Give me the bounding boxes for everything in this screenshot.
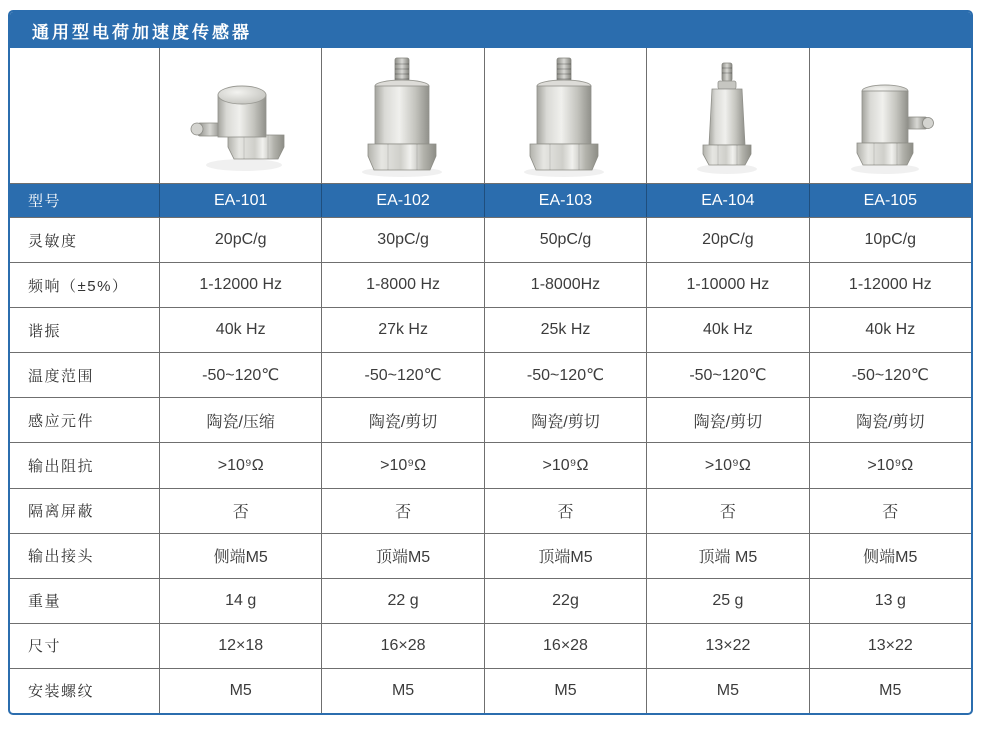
model-header-row xyxy=(10,183,971,217)
spec-value: 13 g xyxy=(809,579,971,623)
spec-value: -50~120℃ xyxy=(809,353,971,397)
spec-label-frequency-response: 频响（±5%） xyxy=(28,277,129,295)
spec-value: 陶瓷/剪切 xyxy=(484,398,646,442)
spec-value: 陶瓷/剪切 xyxy=(646,398,808,442)
spec-value: 1-8000Hz xyxy=(484,263,646,307)
model-row-label: 型号 xyxy=(28,193,62,210)
spec-row-mounting-thread xyxy=(10,668,971,713)
page-title: 通用型电荷加速度传感器 xyxy=(32,22,252,42)
model-ea-102: EA-102 xyxy=(321,184,483,217)
spec-value: 顶端M5 xyxy=(321,534,483,578)
spec-label-isolation-shield: 隔离屏蔽 xyxy=(28,503,95,521)
product-photo-ea-102 xyxy=(321,48,483,183)
spec-value: M5 xyxy=(484,669,646,713)
title-bar xyxy=(10,12,971,48)
model-ea-101: EA-101 xyxy=(159,184,321,217)
spec-label-output-impedance: 输出阻抗 xyxy=(28,458,95,476)
spec-value: >10⁹Ω xyxy=(159,443,321,487)
spec-value: 顶端M5 xyxy=(484,534,646,578)
spec-label-mounting-thread: 安装螺纹 xyxy=(28,683,95,701)
spec-value: 侧端M5 xyxy=(809,534,971,578)
product-photo-ea-104 xyxy=(646,48,808,183)
spec-value: 16×28 xyxy=(484,624,646,668)
spec-value: 22g xyxy=(484,579,646,623)
spec-value: 10pC/g xyxy=(809,218,971,262)
spec-value: >10⁹Ω xyxy=(484,443,646,487)
spec-value: -50~120℃ xyxy=(321,353,483,397)
spec-row-isolation-shield xyxy=(10,488,971,533)
spec-sheet xyxy=(8,10,973,715)
spec-value: -50~120℃ xyxy=(646,353,808,397)
spec-value: -50~120℃ xyxy=(159,353,321,397)
image-row-label-cell xyxy=(10,48,159,183)
spec-value: 16×28 xyxy=(321,624,483,668)
spec-value: 1-12000 Hz xyxy=(159,263,321,307)
spec-value: 25k Hz xyxy=(484,308,646,352)
spec-value: M5 xyxy=(159,669,321,713)
sensor-top-stud-icon xyxy=(340,52,466,180)
spec-value: 20pC/g xyxy=(646,218,808,262)
spec-value: 1-8000 Hz xyxy=(321,263,483,307)
product-image-row xyxy=(10,48,971,183)
spec-value: 陶瓷/剪切 xyxy=(809,398,971,442)
spec-value: 27k Hz xyxy=(321,308,483,352)
product-photo-ea-103 xyxy=(484,48,646,183)
spec-value: 13×22 xyxy=(646,624,808,668)
spec-row-frequency-response xyxy=(10,262,971,307)
spec-value: 50pC/g xyxy=(484,218,646,262)
spec-value: 22 g xyxy=(321,579,483,623)
spec-row-temperature-range xyxy=(10,352,971,397)
spec-value: 14 g xyxy=(159,579,321,623)
spec-value: 否 xyxy=(159,489,321,533)
spec-row-sensing-element xyxy=(10,397,971,442)
spec-value: M5 xyxy=(646,669,808,713)
product-photo-ea-101 xyxy=(159,48,321,183)
model-ea-104: EA-104 xyxy=(646,184,808,217)
spec-value: 侧端M5 xyxy=(159,534,321,578)
sensor-side-connector-right-icon xyxy=(827,55,953,177)
spec-value: -50~120℃ xyxy=(484,353,646,397)
spec-value: 否 xyxy=(321,489,483,533)
spec-value: 40k Hz xyxy=(809,308,971,352)
spec-value: 1-10000 Hz xyxy=(646,263,808,307)
spec-label-sensitivity: 灵敏度 xyxy=(28,232,78,250)
spec-value: 陶瓷/剪切 xyxy=(321,398,483,442)
spec-value: 20pC/g xyxy=(159,218,321,262)
spec-value: 否 xyxy=(809,489,971,533)
spec-row-output-impedance xyxy=(10,442,971,487)
sensor-top-stud-slim-icon xyxy=(665,55,791,177)
spec-value: 否 xyxy=(484,489,646,533)
model-ea-103: EA-103 xyxy=(484,184,646,217)
spec-label-weight: 重量 xyxy=(28,593,62,611)
spec-value: 否 xyxy=(646,489,808,533)
model-ea-105: EA-105 xyxy=(809,184,971,217)
spec-row-dimensions xyxy=(10,623,971,668)
spec-value: 40k Hz xyxy=(159,308,321,352)
spec-value: 12×18 xyxy=(159,624,321,668)
spec-value: >10⁹Ω xyxy=(646,443,808,487)
spec-row-weight xyxy=(10,578,971,623)
spec-label-temperature-range: 温度范围 xyxy=(28,367,95,385)
spec-value: M5 xyxy=(321,669,483,713)
spec-label-resonance: 谐振 xyxy=(28,322,62,340)
spec-value: 1-12000 Hz xyxy=(809,263,971,307)
spec-value: >10⁹Ω xyxy=(321,443,483,487)
spec-value: 13×22 xyxy=(809,624,971,668)
sensor-side-connector-left-icon xyxy=(178,55,304,177)
spec-row-sensitivity xyxy=(10,217,971,262)
spec-row-resonance xyxy=(10,307,971,352)
product-photo-ea-105 xyxy=(809,48,971,183)
spec-value: 顶端 M5 xyxy=(646,534,808,578)
spec-label-output-connector: 输出接头 xyxy=(28,548,95,566)
spec-value: 40k Hz xyxy=(646,308,808,352)
spec-value: 陶瓷/压缩 xyxy=(159,398,321,442)
sensor-top-stud-icon xyxy=(502,52,628,180)
spec-value: M5 xyxy=(809,669,971,713)
spec-value: >10⁹Ω xyxy=(809,443,971,487)
spec-row-output-connector xyxy=(10,533,971,578)
spec-value: 25 g xyxy=(646,579,808,623)
spec-label-dimensions: 尺寸 xyxy=(28,638,62,656)
spec-label-sensing-element: 感应元件 xyxy=(28,412,95,430)
spec-value: 30pC/g xyxy=(321,218,483,262)
